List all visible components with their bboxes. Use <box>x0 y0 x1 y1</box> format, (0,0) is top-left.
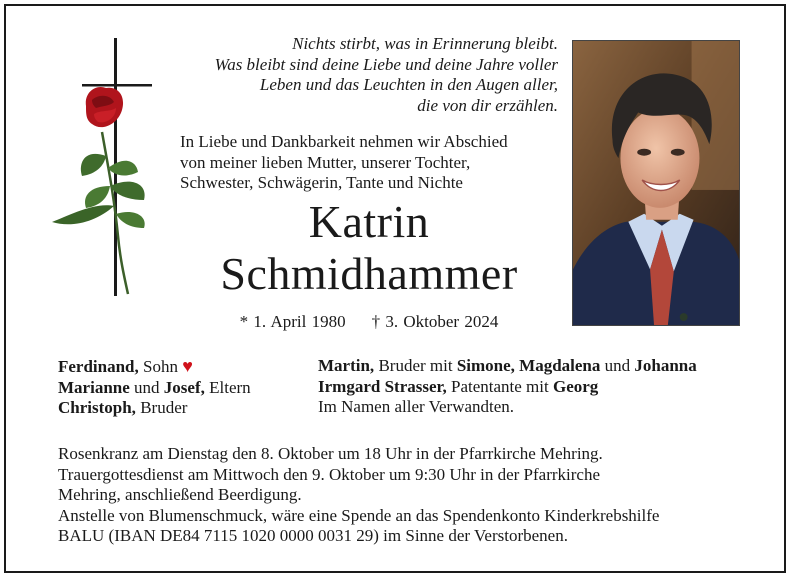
mourners-right <box>318 356 758 418</box>
mourner-name: Johanna <box>634 356 697 375</box>
mourner-line <box>58 398 308 419</box>
intro-line: In Liebe und Dankbarkeit nehmen wir Abschied <box>180 132 508 151</box>
mourner-name: Simone, Magdalena <box>456 356 601 375</box>
farewell-intro <box>180 132 580 194</box>
mourner-connector: und <box>600 356 635 375</box>
deceased-name <box>180 196 558 300</box>
intro-line: von meiner lieben Mutter, unserer Tochter, <box>180 152 471 172</box>
mourner-line: Im Namen aller Verwandten. <box>318 397 515 416</box>
poem-line: Nichts stirbt, was in Erinnerung bleibt. <box>292 34 558 53</box>
death-date: † 3. Oktober 2024 <box>371 312 499 331</box>
poem-line: Leben und das Leuchten in den Augen aller, <box>259 75 558 94</box>
mourner-name: Ferdinand, <box>58 357 139 376</box>
service-information <box>58 444 758 547</box>
info-line: Rosenkranz am Dienstag den 8. Oktober um 18 Uhr in der Pfarrkirche Mehring. <box>58 444 603 463</box>
info-line: Anstelle von Blumenschmuck, wäre eine Spende an das Spendenkonto Kinderkrebshilfe <box>58 505 660 525</box>
poem-line: Was bleibt sind deine Liebe und deine Jahre voller <box>214 54 558 74</box>
mourner-name: Martin, <box>318 356 375 375</box>
intro-line: Schwester, Schwägerin, Tante und Nichte <box>180 173 463 192</box>
deceased-first-name: Katrin <box>308 196 430 247</box>
cross-with-rose-image <box>44 36 164 298</box>
heart-icon: ♥ <box>182 356 193 376</box>
poem-line: die von dir erzählen. <box>417 95 558 115</box>
info-line: Trauergottesdienst am Mittwoch den 9. Oktober um 9:30 Uhr in der Pfarrkirche <box>58 464 601 484</box>
deceased-last-name: Schmidhammer <box>220 248 518 299</box>
mourner-line <box>318 356 758 377</box>
mourner-connector: und <box>129 377 164 397</box>
portrait-photo <box>572 40 740 326</box>
birth-date: * 1. April 1980 <box>239 312 346 331</box>
mourner-line <box>58 378 308 399</box>
mourner-name: Irmgard Strasser, <box>318 376 447 396</box>
info-line: Mehring, anschließend Beerdigung. <box>58 485 302 504</box>
mourner-line <box>58 356 308 378</box>
mourners-left <box>58 356 308 419</box>
mourner-relation: Patentante mit <box>446 376 553 396</box>
info-line: BALU (IBAN DE84 7115 1020 0000 0031 29) im Sinne der Verstorbenen. <box>58 526 568 545</box>
mourner-line <box>318 377 758 398</box>
mourner-relation: Bruder mit <box>374 356 457 375</box>
mourner-relation: Eltern <box>204 377 251 397</box>
mourner-name: Marianne <box>58 377 130 397</box>
life-dates <box>180 312 558 332</box>
memorial-poem <box>160 34 558 116</box>
mourner-name: Christoph, <box>58 398 136 417</box>
mourner-relation: Sohn <box>138 357 178 376</box>
mourner-name: Josef, <box>163 377 205 397</box>
mourner-name: Georg <box>552 376 599 396</box>
mourner-relation: Bruder <box>135 398 188 417</box>
